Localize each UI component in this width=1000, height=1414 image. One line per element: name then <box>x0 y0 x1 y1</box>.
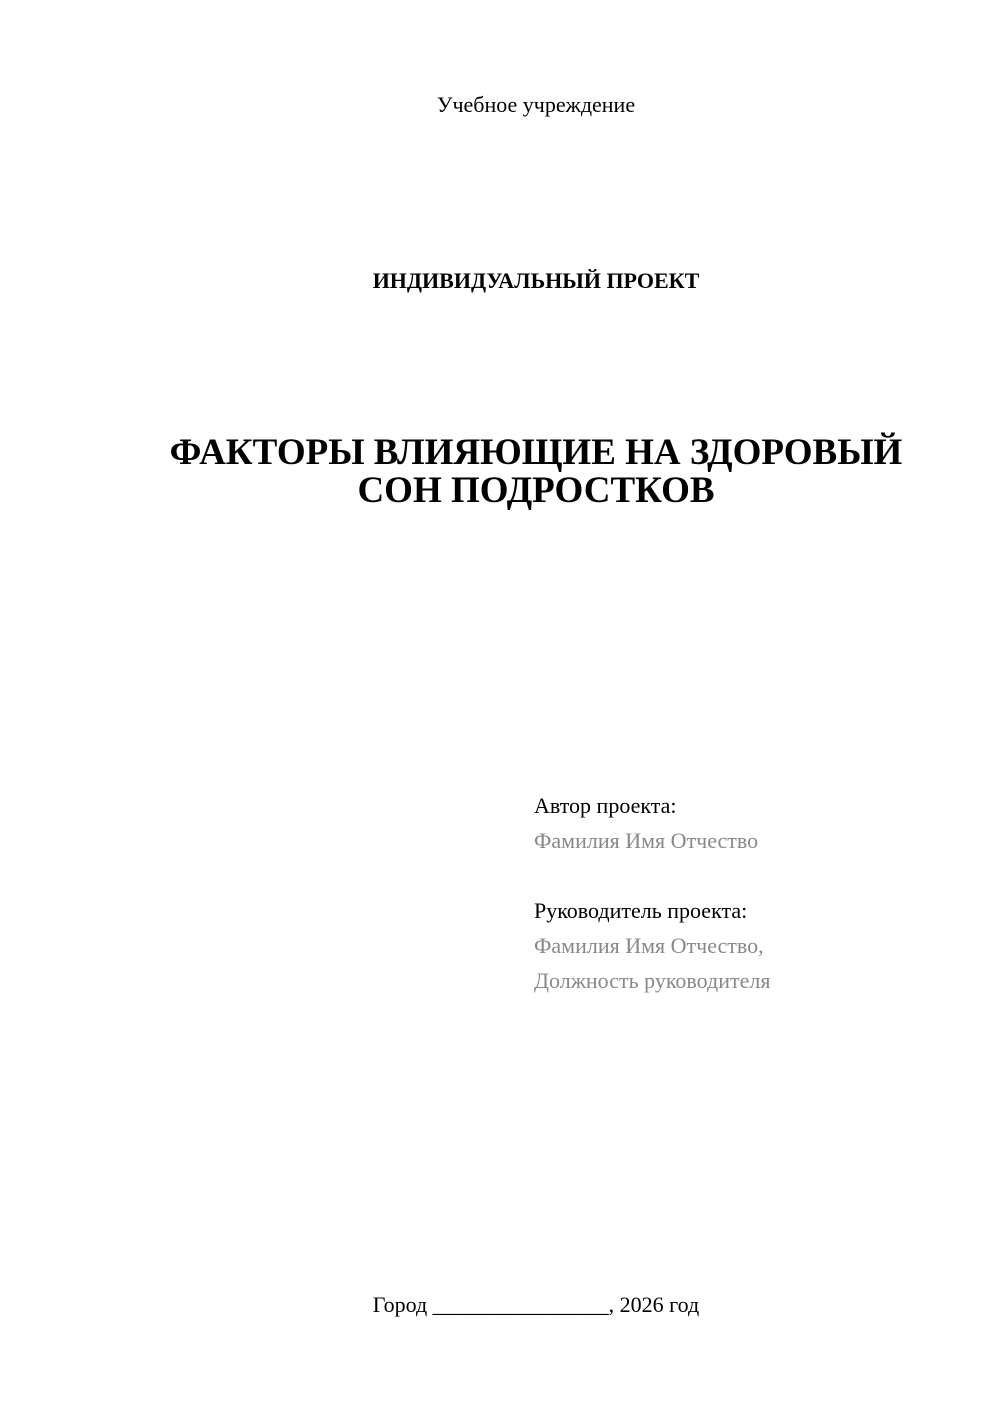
project-title <box>110 434 962 510</box>
supervisor-position: Должность руководителя <box>534 968 771 993</box>
project-info-block <box>534 788 954 998</box>
project-title-line-1: ФАКТОРЫ ВЛИЯЮЩИЕ НА ЗДОРОВЫЙ <box>169 432 903 473</box>
project-type-heading: ИНДИВИДУАЛЬНЫЙ ПРОЕКТ <box>372 268 700 293</box>
project-title-line-2: СОН ПОДРОСТКОВ <box>357 470 715 511</box>
institution-name: Учебное учреждение <box>436 92 636 117</box>
author-label: Автор проекта: <box>534 793 677 818</box>
supervisor-name: Фамилия Имя Отчество, <box>534 933 764 958</box>
supervisor-label: Руководитель проекта: <box>534 898 748 923</box>
spacer <box>534 858 954 893</box>
city-year-footer: Город ________________, 2026 год <box>372 1292 700 1317</box>
author-name: Фамилия Имя Отчество <box>534 828 759 853</box>
